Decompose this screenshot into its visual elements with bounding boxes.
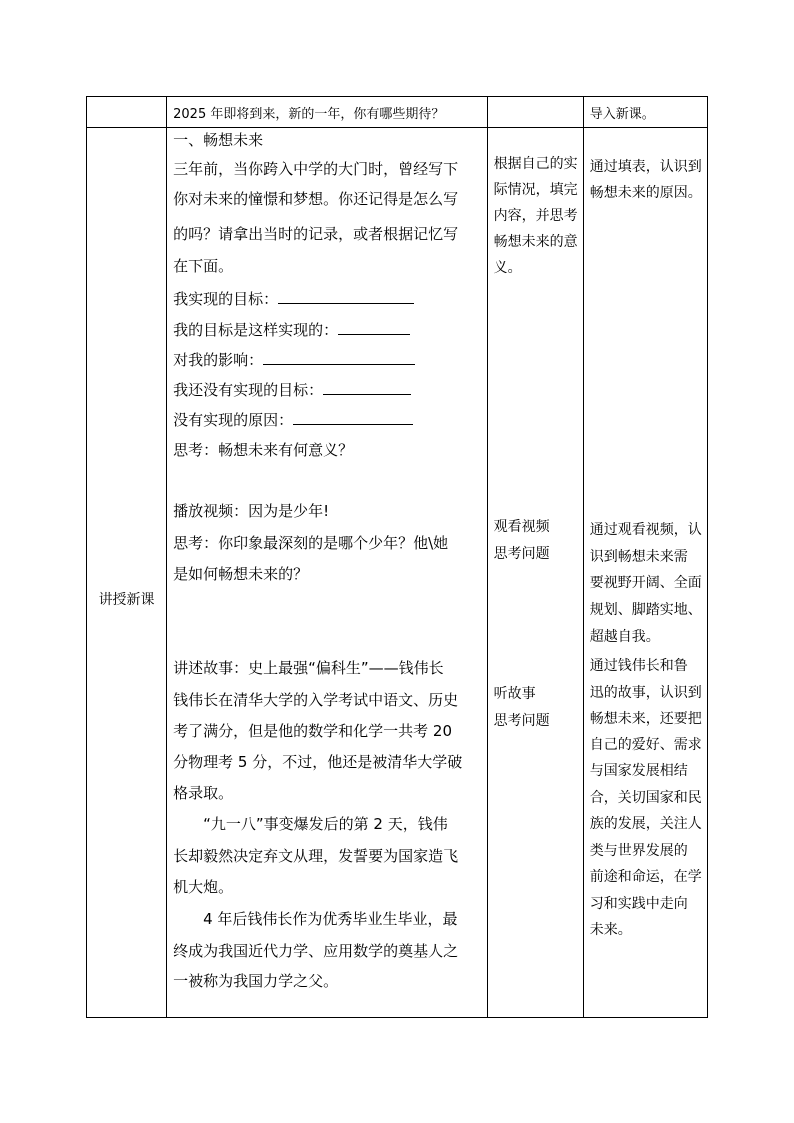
intro-line: 你对未来的憧憬和梦想。你还记得是怎么写 bbox=[173, 190, 459, 208]
video-think-line: 思考：你印象最深刻的是哪个少年？他\她 bbox=[173, 534, 449, 552]
activity-line: 思考问题 bbox=[493, 713, 550, 729]
design-line: 自己的爱好、需求 bbox=[589, 737, 702, 753]
activity-cell-main bbox=[487, 128, 583, 1018]
blank-label: 我实现的目标： bbox=[173, 290, 279, 308]
activity-line: 畅想未来的意 bbox=[493, 234, 578, 250]
blank-field-how bbox=[173, 318, 410, 340]
blank-label: 我还没有实现的目标： bbox=[173, 381, 324, 399]
design-line: 识到畅想未来需 bbox=[589, 549, 688, 565]
activity-line: 内容，并思考 bbox=[493, 208, 578, 224]
story-line: 终成为我国近代力学、应用数学的奠基人之 bbox=[173, 942, 459, 960]
stage-label: 讲授新课 bbox=[98, 592, 155, 608]
design-line: 畅想未来的原因。 bbox=[589, 185, 702, 201]
design-line: 习和实践中走向 bbox=[589, 896, 688, 912]
story-title: 讲述故事：史上最强“偏科生”——钱伟长 bbox=[173, 659, 444, 677]
blank-field-reason bbox=[173, 408, 413, 430]
design-line: 畅想未来，还要把 bbox=[589, 711, 702, 727]
blank-field-achieved bbox=[173, 287, 414, 309]
table-row-main bbox=[87, 128, 708, 1018]
story-line: 机大炮。 bbox=[173, 878, 234, 896]
design-cell-main bbox=[583, 128, 707, 1018]
blank-label: 没有实现的原因： bbox=[173, 411, 294, 429]
blank-label: 我的目标是这样实现的： bbox=[173, 321, 339, 339]
intro-design: 导入新课。 bbox=[589, 107, 655, 122]
story-line: 钱伟长在清华大学的入学考试中语文、历史 bbox=[173, 691, 459, 709]
story-line: 长却毅然决定弃文从理，发誓要为国家造飞 bbox=[173, 847, 459, 865]
content-cell-intro bbox=[167, 97, 488, 128]
design-line: 未来。 bbox=[589, 922, 632, 938]
section-heading: 一、畅想未来 bbox=[173, 131, 264, 149]
activity-cell-empty bbox=[487, 97, 583, 128]
blank-underline[interactable] bbox=[263, 348, 415, 365]
stage-cell-empty bbox=[87, 97, 167, 128]
activity-line: 观看视频 bbox=[493, 519, 550, 535]
intro-line: 三年前，当你跨入中学的大门时，曾经写下 bbox=[173, 160, 459, 178]
design-cell-intro bbox=[583, 97, 707, 128]
activity-line: 听故事 bbox=[493, 686, 536, 702]
story-line: 4 年后钱伟长作为优秀毕业生毕业，最 bbox=[203, 910, 458, 928]
table-row-intro bbox=[87, 97, 708, 128]
story-line: “九一八”事变爆发后的第 2 天，钱伟 bbox=[203, 815, 448, 833]
intro-line: 的吗？请拿出当时的记录，或者根据记忆写 bbox=[173, 225, 459, 243]
story-line: 格录取。 bbox=[173, 784, 234, 802]
story-line: 一被称为我国力学之父。 bbox=[173, 972, 339, 990]
think-question-1: 思考：畅想未来有何意义？ bbox=[173, 441, 354, 459]
design-line: 族的发展，关注人 bbox=[589, 816, 702, 832]
design-line: 超越自我。 bbox=[589, 629, 660, 645]
video-think-line: 是如何畅想未来的？ bbox=[173, 565, 309, 583]
story-line: 考了满分，但是他的数学和化学一共考 20 bbox=[173, 722, 452, 740]
blank-field-impact bbox=[173, 348, 415, 370]
blank-underline[interactable] bbox=[278, 287, 414, 304]
activity-line: 际情况，填完 bbox=[493, 182, 578, 198]
activity-line: 义。 bbox=[493, 260, 522, 276]
content-cell-main bbox=[167, 128, 488, 1018]
blank-underline[interactable] bbox=[323, 378, 411, 395]
design-line: 规划、脚踏实地、 bbox=[589, 602, 702, 618]
design-line: 与国家发展相结 bbox=[589, 763, 688, 779]
blank-underline[interactable] bbox=[338, 318, 410, 335]
design-line: 类与世界发展的 bbox=[589, 843, 688, 859]
intro-question: 2025 年即将到来，新的一年，你有哪些期待？ bbox=[173, 107, 445, 122]
blank-underline[interactable] bbox=[293, 408, 413, 425]
design-line: 要视野开阔、全面 bbox=[589, 575, 702, 591]
design-line: 合，关切国家和民 bbox=[589, 790, 702, 806]
stage-cell bbox=[87, 128, 167, 1018]
design-line: 通过填表，认识到 bbox=[589, 159, 702, 175]
lesson-plan-table bbox=[86, 96, 708, 1018]
intro-line: 在下面。 bbox=[173, 257, 234, 275]
blank-label: 对我的影响： bbox=[173, 351, 264, 369]
activity-line: 根据自己的实 bbox=[493, 156, 578, 172]
blank-field-unachieved bbox=[173, 378, 411, 400]
design-line: 通过钱伟长和鲁 bbox=[589, 658, 688, 674]
video-title: 播放视频：因为是少年! bbox=[173, 502, 330, 520]
activity-line: 思考问题 bbox=[493, 546, 550, 562]
design-line: 迅的故事，认识到 bbox=[589, 685, 702, 701]
story-line: 分物理考 5 分，不过，他还是被清华大学破 bbox=[173, 753, 463, 771]
design-line: 前途和命运，在学 bbox=[589, 869, 702, 885]
design-line: 通过观看视频，认 bbox=[589, 522, 702, 538]
